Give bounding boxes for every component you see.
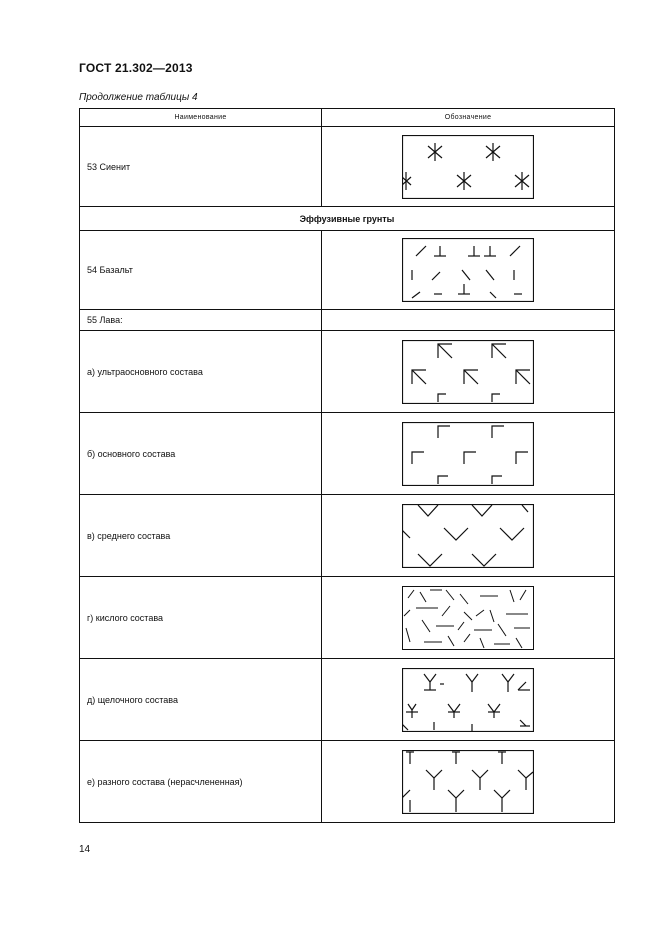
row-label: 54 Базальт (80, 231, 322, 310)
asterisk-icon (428, 143, 442, 161)
section-title: Эффузивные грунты (80, 207, 615, 231)
table-row (80, 495, 615, 577)
table-row (80, 127, 615, 207)
row-label: д) щелочного состава (80, 659, 322, 741)
table-header-row (80, 109, 615, 127)
chevron-pattern (402, 504, 534, 568)
symbol-cell-empty (322, 310, 615, 331)
page-number: 14 (79, 844, 91, 855)
table-row (80, 310, 615, 331)
asterisk-icon (457, 172, 471, 190)
asterisk-icon (402, 172, 411, 190)
symbol-cell (322, 659, 615, 741)
table-row (80, 413, 615, 495)
symbol-cell (322, 741, 615, 823)
row-label: г) кислого состава (80, 577, 322, 659)
section-row (80, 207, 615, 231)
dash-tee-pattern (402, 238, 534, 302)
y-pattern (402, 750, 534, 814)
pattern-frame (403, 135, 534, 198)
symbol-cell (322, 331, 615, 413)
symbol-cell (322, 231, 615, 310)
asterisk-icon (486, 143, 500, 161)
symbols-table (79, 108, 615, 823)
y-tee-pattern (402, 668, 534, 732)
row-label: б) основного состава (80, 413, 322, 495)
corner-arrow-pattern (402, 340, 534, 404)
symbol-cell (322, 577, 615, 659)
document-header: ГОСТ 21.302—2013 (79, 61, 193, 75)
row-label: 53 Сиенит (80, 127, 322, 207)
symbol-cell (322, 127, 615, 207)
symbol-cell (322, 495, 615, 577)
table-row (80, 741, 615, 823)
header-symbol: Обозначение (322, 109, 615, 127)
header-name: Наименование (80, 109, 322, 127)
row-label: а) ультраосновного состава (80, 331, 322, 413)
corner-pattern (402, 422, 534, 486)
row-label: в) среднего состава (80, 495, 322, 577)
row-label: 55 Лава: (80, 310, 322, 331)
table-caption: Продолжение таблицы 4 (79, 92, 198, 103)
table-row (80, 659, 615, 741)
random-dash-pattern (402, 586, 534, 650)
symbol-cell (322, 413, 615, 495)
asterisk-icon (515, 172, 529, 190)
table-row (80, 331, 615, 413)
table-row (80, 577, 615, 659)
asterisk-pattern (402, 135, 534, 199)
row-label: е) разного состава (нерасчлененная) (80, 741, 322, 823)
table-row (80, 231, 615, 310)
